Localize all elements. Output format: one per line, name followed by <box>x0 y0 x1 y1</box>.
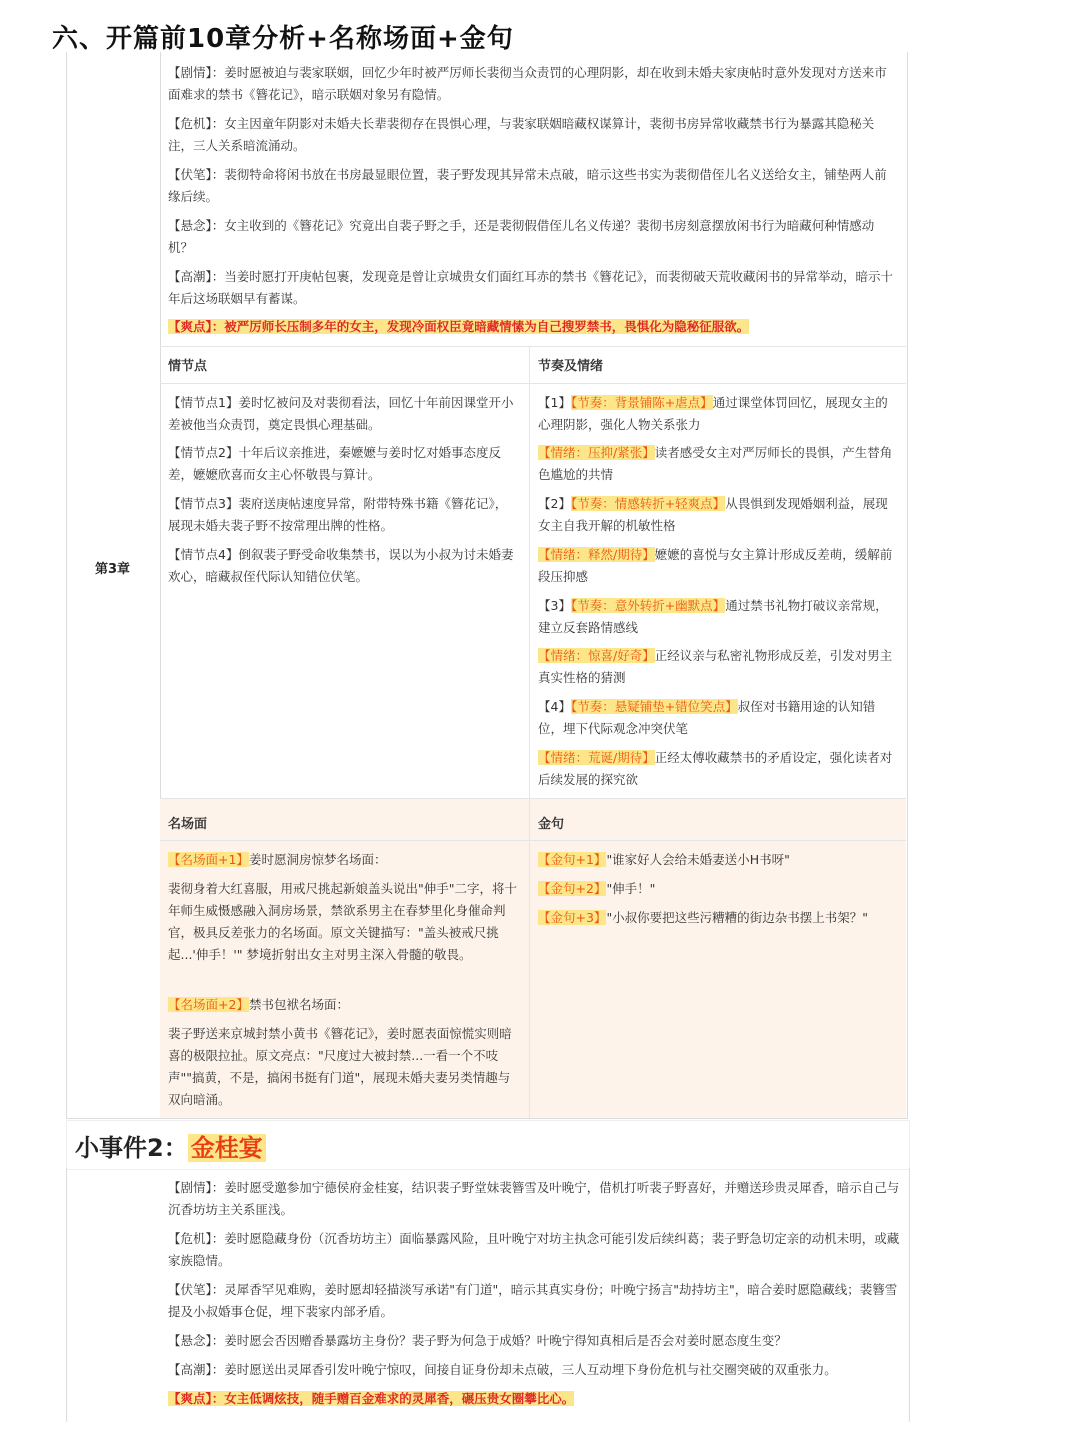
quote-3: 【金句+3】"小叔你要把这些污糟糟的街边杂书摆上书架？" <box>538 910 868 925</box>
sub-suspense-paragraph: 【悬念】：姜时愿会否因赠香暴露坊主身份？裴子野为何急于成婚？叶晚宁得知真相后是否会对姜时愿态度生变？ <box>168 1333 787 1348</box>
quotes-header: 金句 <box>538 817 565 832</box>
rhythm-item-1: 【1】【节奏：背景铺陈+虐点】通过课堂体罚回忆，展现女主的心理阴影，强化人物关系张力 <box>538 395 888 432</box>
scene-2-body: 裴子野送来京城封禁小黄书《簪花记》，姜时愿表面惊慌实则暗喜的极限拉扯。原文亮点："尺度过大被封禁...一看一个不吱声""搞黄，不是，搞闲书挺有门道"，展现未婚夫妻另类情趣与双向暗涌。 <box>168 1026 512 1107</box>
sub-foreshadow-paragraph: 【伏笔】：灵犀香罕见难购，姜时愿却轻描淡写承诺"有门道"，暗示其真实身份；叶晚宁扬言"劫持坊主"，暗合姜时愿隐藏线；裴簪雪提及小叔婚事仓促，埋下裴家内部矛盾。 <box>168 1282 898 1319</box>
sub-event-title <box>66 1120 910 1170</box>
sub-event-prefix: 小事件2： <box>75 1134 188 1162</box>
crisis-paragraph: 【危机】：女主因童年阴影对未婚夫长辈裴彻存在畏惧心理，与裴家联姻暗藏权谋算计，裴彻书房异常收藏禁书行为暴露其隐秘关注，三人关系暗流涌动。 <box>168 116 875 153</box>
chapter-label: 第3章 <box>95 562 131 577</box>
rhythm-item-3: 【3】【节奏：意外转折+幽默点】通过禁书礼物打破议亲常规，建立反套路情感线 <box>538 598 888 635</box>
sub-event-table <box>66 1168 910 1422</box>
quote-2: 【金句+2】"伸手！" <box>538 881 656 896</box>
climax-paragraph: 【高潮】：当姜时愿打开庚帖包裹，发现竟是曾让京城贵女们面红耳赤的禁书《簪花记》，而裴彻破天荒收藏闲书的异常举动，暗示十年后这场联姻早有蓄谋。 <box>168 269 894 306</box>
scene-1-body: 裴彻身着大红喜服，用戒尺挑起新娘盖头说出"伸手"二字，将十年师生威慑感融入洞房场景，禁欲系男主在春梦里化身催命判官，极具反差张力的名场面。原文关键描写："盖头被戒尺挑起...'伸手！'" 梦境折射出女主对男主深入骨髓的敬畏。 <box>168 881 518 962</box>
rhythm-header: 节奏及情绪 <box>538 359 604 374</box>
sub-crisis-paragraph: 【危机】：姜时愿隐藏身份（沉香坊坊主）面临暴露风险，且叶晚宁对坊主执念可能引发后续纠葛；裴子野急切定亲的动机未明，或藏家族隐情。 <box>168 1231 900 1268</box>
sub-event-name: 金桂宴 <box>188 1134 266 1162</box>
sub-plot-paragraph: 【剧情】：姜时愿受邀参加宁德侯府金桂宴，结识裴子野堂妹裴簪雪及叶晚宁，借机打听裴子野喜好，并赠送珍贵灵犀香，暗示自己与沉香坊坊主关系匪浅。 <box>168 1180 900 1217</box>
scenes-header: 名场面 <box>168 817 208 832</box>
chapter-table <box>66 52 908 1119</box>
rhythm-item-4: 【4】【节奏：悬疑铺垫+错位笑点】叔侄对书籍用途的认知错位，埋下代际观念冲突伏笔 <box>538 699 876 736</box>
plot-point-3: 【情节点3】裴府送庚帖速度异常，附带特殊书籍《簪花记》，展现未婚夫裴子野不按常理出牌的性格。 <box>168 496 508 533</box>
plot-point-2: 【情节点2】十年后议亲推进，秦嬷嬷与姜时忆对婚事态度反差，嬷嬷欣喜而女主心怀敬畏与算计。 <box>168 445 501 482</box>
plot-point-1: 【情节点1】姜时忆被问及对裴彻看法，回忆十年前因课堂开小差被他当众责罚，奠定畏惧心理基础。 <box>168 395 514 432</box>
chapter-cell <box>67 52 161 1118</box>
sub-highlight-paragraph: 【爽点】：女主低调炫技，随手赠百金难求的灵犀香，碾压贵女圈攀比心。 <box>168 1391 575 1406</box>
suspense-paragraph: 【悬念】：女主收到的《簪花记》究竟出自裴子野之手，还是裴彻假借侄儿名义传递？裴彻书房刻意摆放闲书行为暗藏何种情感动机？ <box>168 218 875 255</box>
emotion-item-2: 【情绪：释然/期待】嬷嬷的喜悦与女主算计形成反差萌，缓解前段压抑感 <box>538 547 893 584</box>
quote-1: 【金句+1】"谁家好人会给未婚妻送小H书呀" <box>538 852 790 867</box>
section-title: 六、开篇前10章分析+名称场面+金句 <box>52 24 514 54</box>
highlight-paragraph: 【爽点】：被严厉师长压制多年的女主，发现冷面权臣竟暗藏情愫为自己搜罗禁书，畏惧化为隐秘征服欲。 <box>168 319 750 334</box>
emotion-item-4: 【情绪：荒诞/期待】正经太傅收藏禁书的矛盾设定，强化读者对后续发展的探究欲 <box>538 750 893 787</box>
foreshadow-paragraph: 【伏笔】：裴彻特命将闲书放在书房最显眼位置，裴子野发现其异常未点破，暗示这些书实为裴彻借侄儿名义送给女主，铺垫两人前缘后续。 <box>168 167 887 204</box>
sub-climax-paragraph: 【高潮】：姜时愿送出灵犀香引发叶晚宁惊叹，间接自证身份却未点破，三人互动埋下身份危机与社交圈突破的双重张力。 <box>168 1362 837 1377</box>
emotion-item-1: 【情绪：压抑/紧张】读者感受女主对严厉师长的畏惧，产生替角色尴尬的共情 <box>538 445 893 482</box>
scene-2-title: 【名场面+2】禁书包袱名场面： <box>168 997 349 1012</box>
plot-points-header: 情节点 <box>168 359 208 374</box>
scene-1-title: 【名场面+1】姜时愿洞房惊梦名场面： <box>168 852 387 867</box>
emotion-item-3: 【情绪：惊喜/好奇】正经议亲与私密礼物形成反差，引发对男主真实性格的猜测 <box>538 648 893 685</box>
rhythm-item-2: 【2】【节奏：情感转折+轻爽点】从畏惧到发现婚姻利益，展现女主自我开解的机敏性格 <box>538 496 888 533</box>
plot-paragraph: 【剧情】：姜时愿被迫与裴家联姻，回忆少年时被严厉师长裴彻当众责罚的心理阴影，却在收到未婚夫家庚帖时意外发现对方送来市面难求的禁书《簪花记》，暗示联姻对象另有隐情。 <box>168 65 887 102</box>
plot-point-4: 【情节点4】倒叙裴子野受命收集禁书，误以为小叔为讨未婚妻欢心，暗藏叔侄代际认知错位伏笔。 <box>168 547 514 584</box>
